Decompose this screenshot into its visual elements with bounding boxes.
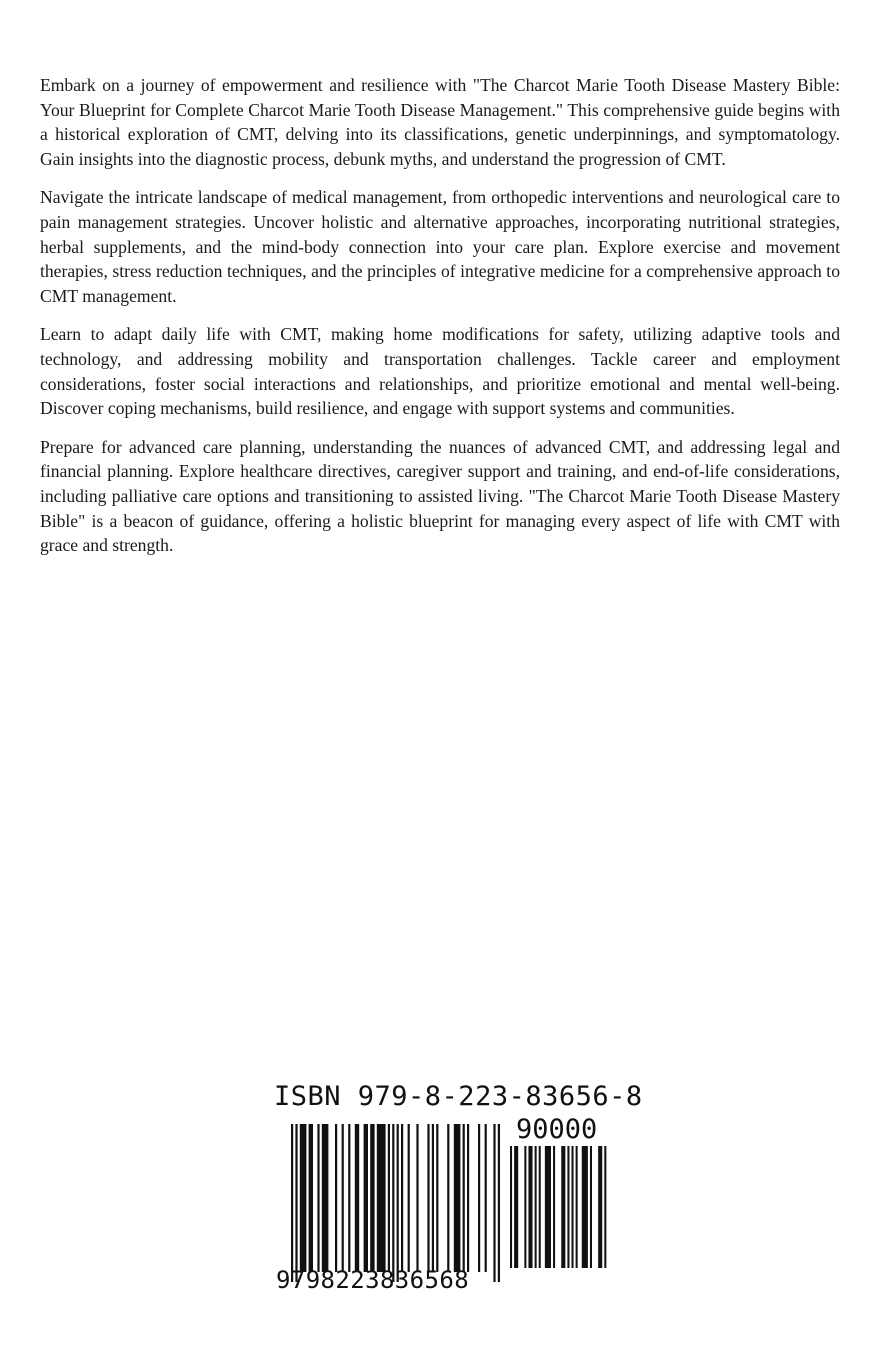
barcode-bar (392, 1124, 394, 1282)
barcode-bar (454, 1124, 461, 1272)
barcode-bar (535, 1146, 537, 1268)
barcode-bar (370, 1124, 374, 1272)
barcode-bar (514, 1146, 518, 1268)
barcode-bar (432, 1124, 434, 1272)
barcode-bar (567, 1146, 569, 1268)
barcode-bar (553, 1146, 555, 1268)
barcode-bar (545, 1146, 551, 1268)
barcode-bar (364, 1124, 368, 1272)
barcode-bar (397, 1124, 399, 1282)
barcode-bar (342, 1124, 344, 1272)
barcode-bar (493, 1124, 495, 1282)
barcode-bar (467, 1124, 469, 1272)
barcode-bar (447, 1124, 449, 1272)
barcode-bar (377, 1124, 386, 1272)
ean-barcode-bars (291, 1124, 500, 1282)
barcode-bar (355, 1124, 359, 1272)
barcode-bar (291, 1124, 293, 1282)
barcode-bar (295, 1124, 297, 1282)
barcode-bar (572, 1146, 574, 1268)
barcode-bar (436, 1124, 438, 1272)
blurb-paragraph-1: Embark on a journey of empowerment and resilience with "The Charcot Marie Tooth Disease Mastery Bible: Your Blueprint for Complete Charcot Marie Tooth Disease Management." This comprehensive guide begins with a historical exploration of CMT, delving into its classifications, genetic underpinnings, and symptomatology. Gain insights into the diagnostic process, debunk myths, and understand the progression of CMT. (40, 75, 840, 169)
isbn-barcode-block (272, 1080, 643, 1300)
blurb-paragraph-2: Navigate the intricate landscape of medical management, from orthopedic interventions and neurological care to pain management strategies. Uncover holistic and alternative approaches, incorporating nutritional strategies, herbal supplements, and the mind-body connection into your care plan. Explore exercise and movement therapies, stress reduction techniques, and the principles of integrative medicine for a comprehensive approach to CMT management. (40, 187, 840, 306)
barcode-bar (408, 1124, 410, 1272)
ean-digits-label: 9798223836568 (276, 1266, 470, 1294)
barcode-bar (322, 1124, 329, 1272)
blurb-paragraph-4: Prepare for advanced care planning, understanding the nuances of advanced CMT, and addressing legal and financial planning. Explore healthcare directives, caregiver support and training, and end-of-life considerations, including palliative care options and transitioning to assisted living. "The Charcot Marie Tooth Disease Mastery Bible" is a beacon of guidance, offering a holistic blueprint for managing every aspect of life with CMT with grace and strength. (40, 436, 840, 556)
barcode-bar (510, 1146, 512, 1268)
barcode-bar (598, 1146, 602, 1268)
isbn-label: ISBN 979-8-223-83656-8 (274, 1081, 643, 1112)
barcode-bar (388, 1124, 390, 1272)
barcode-bar (524, 1146, 526, 1268)
barcode-bar (576, 1146, 578, 1268)
barcode-bar (561, 1146, 565, 1268)
back-cover-blurb (40, 73, 840, 572)
barcode-bar (485, 1124, 487, 1272)
blurb-paragraph-3: Learn to adapt daily life with CMT, making home modifications for safety, utilizing adaptive tools and technology, and addressing mobility and transportation challenges. Tackle career and employment considerations, foster social interactions and relationships, and prioritize emotional and mental well-being. Discover coping mechanisms, build resilience, and engage with support systems and communities. (40, 324, 840, 419)
addon-barcode-bars (510, 1146, 606, 1268)
barcode-bar (478, 1124, 480, 1272)
barcode-bar (528, 1146, 532, 1268)
barcode-bar (309, 1124, 313, 1272)
barcode-bar (335, 1124, 337, 1272)
barcode-bar (300, 1124, 307, 1272)
barcode-bar (427, 1124, 429, 1272)
barcode-bar (401, 1124, 403, 1272)
barcode-bar (604, 1146, 606, 1268)
barcode-bar (498, 1124, 500, 1282)
barcode-bar (463, 1124, 465, 1272)
barcode-bar (317, 1124, 319, 1272)
barcode-bar (416, 1124, 418, 1272)
price-addon-label: 90000 (516, 1114, 598, 1145)
barcode-bar (590, 1146, 592, 1268)
barcode-bar (348, 1124, 350, 1272)
barcode-bar (539, 1146, 541, 1268)
barcode-bar (582, 1146, 588, 1268)
